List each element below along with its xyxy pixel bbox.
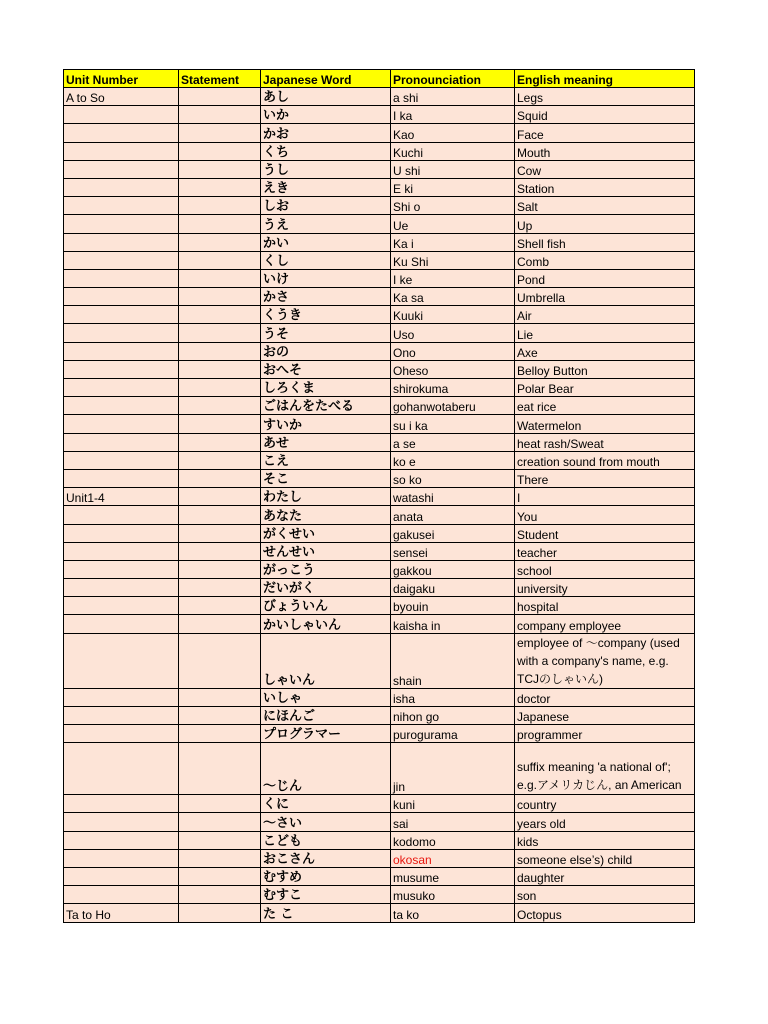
pronunciation-cell[interactable]: sai: [391, 813, 515, 831]
japanese-word-cell[interactable]: くうき: [261, 306, 391, 324]
unit-cell[interactable]: [64, 124, 179, 142]
pronunciation-cell[interactable]: Shi o: [391, 197, 515, 215]
statement-cell[interactable]: [179, 324, 261, 342]
english-meaning-cell[interactable]: son: [515, 886, 695, 904]
japanese-word-cell[interactable]: プログラマー: [261, 725, 391, 743]
english-meaning-cell[interactable]: programmer: [515, 725, 695, 743]
header-unit-number[interactable]: Unit Number: [64, 70, 179, 88]
english-meaning-cell[interactable]: Lie: [515, 324, 695, 342]
unit-cell[interactable]: [64, 288, 179, 306]
unit-cell[interactable]: [64, 849, 179, 867]
table-row: [64, 160, 695, 178]
pronunciation-cell[interactable]: Ono: [391, 342, 515, 360]
statement-cell[interactable]: [179, 288, 261, 306]
pronunciation-cell[interactable]: sensei: [391, 542, 515, 560]
table-row: [64, 579, 695, 597]
statement-cell[interactable]: [179, 433, 261, 451]
japanese-word-cell[interactable]: おこさん: [261, 849, 391, 867]
japanese-word-cell[interactable]: こども: [261, 831, 391, 849]
pronunciation-cell[interactable]: ta ko: [391, 904, 515, 922]
statement-cell[interactable]: [179, 233, 261, 251]
japanese-word-cell[interactable]: いか: [261, 106, 391, 124]
unit-cell[interactable]: [64, 831, 179, 849]
english-meaning-cell[interactable]: eat rice: [515, 397, 695, 415]
unit-cell[interactable]: [64, 633, 179, 688]
table-row: [64, 542, 695, 560]
pronunciation-cell[interactable]: Ka sa: [391, 288, 515, 306]
statement-cell[interactable]: [179, 725, 261, 743]
english-meaning-cell[interactable]: doctor: [515, 688, 695, 706]
japanese-word-cell[interactable]: いしゃ: [261, 688, 391, 706]
english-meaning-cell[interactable]: employee of ～company (used with a company's name, e.g. TCJのしゃいん): [515, 633, 695, 688]
unit-cell[interactable]: [64, 342, 179, 360]
statement-cell[interactable]: [179, 795, 261, 813]
statement-cell[interactable]: [179, 688, 261, 706]
pronunciation-cell[interactable]: Uso: [391, 324, 515, 342]
pronunciation-cell[interactable]: E ki: [391, 178, 515, 196]
unit-cell[interactable]: [64, 524, 179, 542]
header-japanese-word[interactable]: Japanese Word: [261, 70, 391, 88]
japanese-word-cell[interactable]: びょういん: [261, 597, 391, 615]
english-meaning-cell[interactable]: Watermelon: [515, 415, 695, 433]
pronunciation-cell[interactable]: Ku Shi: [391, 251, 515, 269]
pronunciation-cell[interactable]: Kuchi: [391, 142, 515, 160]
pronunciation-cell[interactable]: su i ka: [391, 415, 515, 433]
unit-cell[interactable]: [64, 215, 179, 233]
table-row: [64, 560, 695, 578]
japanese-word-cell[interactable]: にほんご: [261, 706, 391, 724]
statement-cell[interactable]: [179, 306, 261, 324]
japanese-word-cell[interactable]: あなた: [261, 506, 391, 524]
table-row: [64, 269, 695, 287]
header-english-meaning[interactable]: English meaning: [515, 70, 695, 88]
english-meaning-cell[interactable]: country: [515, 795, 695, 813]
pronunciation-cell[interactable]: I ka: [391, 106, 515, 124]
table-row: [64, 867, 695, 885]
japanese-word-cell[interactable]: うそ: [261, 324, 391, 342]
table-row: [64, 106, 695, 124]
pronunciation-cell[interactable]: Ue: [391, 215, 515, 233]
statement-cell[interactable]: [179, 160, 261, 178]
pronunciation-cell[interactable]: watashi: [391, 488, 515, 506]
unit-cell[interactable]: [64, 579, 179, 597]
unit-cell[interactable]: [64, 706, 179, 724]
pronunciation-cell[interactable]: Oheso: [391, 360, 515, 378]
pronunciation-cell[interactable]: shain: [391, 633, 515, 688]
table-row: [64, 288, 695, 306]
english-meaning-cell[interactable]: Up: [515, 215, 695, 233]
table-row: [64, 451, 695, 469]
pronunciation-cell[interactable]: kodomo: [391, 831, 515, 849]
pronunciation-cell[interactable]: anata: [391, 506, 515, 524]
statement-cell[interactable]: [179, 743, 261, 795]
english-meaning-cell[interactable]: teacher: [515, 542, 695, 560]
japanese-word-cell[interactable]: そこ: [261, 469, 391, 487]
japanese-word-cell[interactable]: くし: [261, 251, 391, 269]
pronunciation-cell[interactable]: purogurama: [391, 725, 515, 743]
unit-cell[interactable]: [64, 451, 179, 469]
pronunciation-cell[interactable]: isha: [391, 688, 515, 706]
pronunciation-cell[interactable]: byouin: [391, 597, 515, 615]
unit-cell[interactable]: [64, 688, 179, 706]
table-row: [64, 633, 695, 688]
statement-cell[interactable]: [179, 597, 261, 615]
statement-cell[interactable]: [179, 706, 261, 724]
table-row: [64, 379, 695, 397]
table-row: [64, 831, 695, 849]
table-row: [64, 433, 695, 451]
japanese-word-cell[interactable]: くに: [261, 795, 391, 813]
table-row: [64, 88, 695, 106]
unit-cell[interactable]: [64, 415, 179, 433]
statement-cell[interactable]: [179, 88, 261, 106]
table-row: [64, 706, 695, 724]
unit-cell[interactable]: [64, 795, 179, 813]
table-row: [64, 251, 695, 269]
pronunciation-cell[interactable]: ko e: [391, 451, 515, 469]
statement-cell[interactable]: [179, 251, 261, 269]
statement-cell[interactable]: [179, 342, 261, 360]
table-row: [64, 904, 695, 922]
statement-cell[interactable]: [179, 469, 261, 487]
table-row: [64, 524, 695, 542]
table-row: [64, 688, 695, 706]
unit-cell[interactable]: [64, 233, 179, 251]
table-row: [64, 342, 695, 360]
table-row: [64, 725, 695, 743]
english-meaning-cell[interactable]: I: [515, 488, 695, 506]
statement-cell[interactable]: [179, 524, 261, 542]
table-row: [64, 215, 695, 233]
english-meaning-cell[interactable]: suffix meaning 'a national of'; e.g.アメリカじん, an American: [515, 743, 695, 795]
unit-cell[interactable]: [64, 813, 179, 831]
pronunciation-cell[interactable]: shirokuma: [391, 379, 515, 397]
table-row: [64, 178, 695, 196]
pronunciation-cell[interactable]: a shi: [391, 88, 515, 106]
statement-cell[interactable]: [179, 488, 261, 506]
unit-cell[interactable]: A to So: [64, 88, 179, 106]
statement-cell[interactable]: [179, 215, 261, 233]
unit-cell[interactable]: [64, 597, 179, 615]
pronunciation-cell[interactable]: a se: [391, 433, 515, 451]
statement-cell[interactable]: [179, 415, 261, 433]
japanese-word-cell[interactable]: くち: [261, 142, 391, 160]
english-meaning-cell[interactable]: hospital: [515, 597, 695, 615]
japanese-word-cell[interactable]: えき: [261, 178, 391, 196]
table-row: [64, 849, 695, 867]
pronunciation-cell[interactable]: gakkou: [391, 560, 515, 578]
japanese-word-cell[interactable]: あせ: [261, 433, 391, 451]
japanese-word-cell[interactable]: ～じん: [261, 743, 391, 795]
english-meaning-cell[interactable]: Octopus: [515, 904, 695, 922]
english-meaning-cell[interactable]: Station: [515, 178, 695, 196]
english-meaning-cell[interactable]: heat rash/Sweat: [515, 433, 695, 451]
table-row: [64, 886, 695, 904]
statement-cell[interactable]: [179, 379, 261, 397]
statement-cell[interactable]: [179, 178, 261, 196]
unit-cell[interactable]: [64, 379, 179, 397]
unit-cell[interactable]: [64, 560, 179, 578]
english-meaning-cell[interactable]: company employee: [515, 615, 695, 633]
unit-cell[interactable]: [64, 615, 179, 633]
pronunciation-cell[interactable]: Kao: [391, 124, 515, 142]
english-meaning-cell[interactable]: Japanese: [515, 706, 695, 724]
statement-cell[interactable]: [179, 579, 261, 597]
pronunciation-cell[interactable]: nihon go: [391, 706, 515, 724]
table-row: [64, 743, 695, 795]
unit-cell[interactable]: [64, 867, 179, 885]
english-meaning-cell[interactable]: daughter: [515, 867, 695, 885]
pronunciation-cell[interactable]: so ko: [391, 469, 515, 487]
pronunciation-cell[interactable]: kaisha in: [391, 615, 515, 633]
pronunciation-cell[interactable]: I ke: [391, 269, 515, 287]
japanese-word-cell[interactable]: すいか: [261, 415, 391, 433]
english-meaning-cell[interactable]: There: [515, 469, 695, 487]
statement-cell[interactable]: [179, 542, 261, 560]
statement-cell[interactable]: [179, 142, 261, 160]
statement-cell[interactable]: [179, 867, 261, 885]
statement-cell[interactable]: [179, 831, 261, 849]
japanese-word-cell[interactable]: かお: [261, 124, 391, 142]
english-meaning-cell[interactable]: school: [515, 560, 695, 578]
english-meaning-cell[interactable]: Salt: [515, 197, 695, 215]
table-row: [64, 615, 695, 633]
unit-cell[interactable]: [64, 269, 179, 287]
statement-cell[interactable]: [179, 813, 261, 831]
unit-cell[interactable]: [64, 743, 179, 795]
table-row: [64, 306, 695, 324]
statement-cell[interactable]: [179, 633, 261, 688]
statement-cell[interactable]: [179, 397, 261, 415]
english-meaning-cell[interactable]: someone else’s) child: [515, 849, 695, 867]
pronunciation-cell[interactable]: jin: [391, 743, 515, 795]
statement-cell[interactable]: [179, 560, 261, 578]
english-meaning-cell[interactable]: Face: [515, 124, 695, 142]
unit-cell[interactable]: [64, 160, 179, 178]
unit-cell[interactable]: [64, 360, 179, 378]
japanese-word-cell[interactable]: おの: [261, 342, 391, 360]
english-meaning-cell[interactable]: Polar Bear: [515, 379, 695, 397]
japanese-word-cell[interactable]: ～さい: [261, 813, 391, 831]
unit-cell[interactable]: [64, 251, 179, 269]
statement-cell[interactable]: [179, 615, 261, 633]
unit-cell[interactable]: [64, 178, 179, 196]
statement-cell[interactable]: [179, 451, 261, 469]
english-meaning-cell[interactable]: Comb: [515, 251, 695, 269]
japanese-word-cell[interactable]: あし: [261, 88, 391, 106]
english-meaning-cell[interactable]: You: [515, 506, 695, 524]
japanese-word-cell[interactable]: うし: [261, 160, 391, 178]
table-row: [64, 795, 695, 813]
pronunciation-cell[interactable]: kuni: [391, 795, 515, 813]
vocabulary-table: [63, 69, 695, 923]
unit-cell[interactable]: [64, 306, 179, 324]
unit-cell[interactable]: [64, 725, 179, 743]
english-meaning-cell[interactable]: Squid: [515, 106, 695, 124]
pronunciation-cell[interactable]: okosan: [391, 849, 515, 867]
pronunciation-cell[interactable]: gohanwotaberu: [391, 397, 515, 415]
english-meaning-cell[interactable]: Student: [515, 524, 695, 542]
japanese-word-cell[interactable]: むすこ: [261, 886, 391, 904]
japanese-word-cell[interactable]: せんせい: [261, 542, 391, 560]
english-meaning-cell[interactable]: Pond: [515, 269, 695, 287]
unit-cell[interactable]: Unit1-4: [64, 488, 179, 506]
english-meaning-cell[interactable]: Umbrella: [515, 288, 695, 306]
statement-cell[interactable]: [179, 886, 261, 904]
english-meaning-cell[interactable]: creation sound from mouth: [515, 451, 695, 469]
pronunciation-cell[interactable]: U shi: [391, 160, 515, 178]
pronunciation-cell[interactable]: musume: [391, 867, 515, 885]
unit-cell[interactable]: [64, 324, 179, 342]
japanese-word-cell[interactable]: いけ: [261, 269, 391, 287]
statement-cell[interactable]: [179, 269, 261, 287]
table-row: [64, 233, 695, 251]
japanese-word-cell[interactable]: かい: [261, 233, 391, 251]
pronunciation-cell[interactable]: daigaku: [391, 579, 515, 597]
table-row: [64, 142, 695, 160]
japanese-word-cell[interactable]: しろくま: [261, 379, 391, 397]
table-row: [64, 324, 695, 342]
english-meaning-cell[interactable]: Cow: [515, 160, 695, 178]
japanese-word-cell[interactable]: がっこう: [261, 560, 391, 578]
table-row: [64, 506, 695, 524]
statement-cell[interactable]: [179, 197, 261, 215]
table-row: [64, 124, 695, 142]
unit-cell[interactable]: [64, 433, 179, 451]
english-meaning-cell[interactable]: Mouth: [515, 142, 695, 160]
english-meaning-cell[interactable]: Legs: [515, 88, 695, 106]
header-pronounciation[interactable]: Pronounciation: [391, 70, 515, 88]
table-row: [64, 488, 695, 506]
unit-cell[interactable]: [64, 397, 179, 415]
statement-cell[interactable]: [179, 904, 261, 922]
japanese-word-cell[interactable]: かさ: [261, 288, 391, 306]
table-row: [64, 597, 695, 615]
unit-cell[interactable]: [64, 106, 179, 124]
japanese-word-cell[interactable]: うえ: [261, 215, 391, 233]
english-meaning-cell[interactable]: years old: [515, 813, 695, 831]
table-body: [64, 88, 695, 923]
pronunciation-cell[interactable]: Ka i: [391, 233, 515, 251]
japanese-word-cell[interactable]: がくせい: [261, 524, 391, 542]
english-meaning-cell[interactable]: Belloy Button: [515, 360, 695, 378]
unit-cell[interactable]: [64, 197, 179, 215]
statement-cell[interactable]: [179, 849, 261, 867]
japanese-word-cell[interactable]: わたし: [261, 488, 391, 506]
statement-cell[interactable]: [179, 360, 261, 378]
english-meaning-cell[interactable]: Shell fish: [515, 233, 695, 251]
statement-cell[interactable]: [179, 506, 261, 524]
table-row: [64, 813, 695, 831]
unit-cell[interactable]: Ta to Ho: [64, 904, 179, 922]
header-statement[interactable]: Statement: [179, 70, 261, 88]
unit-cell[interactable]: [64, 142, 179, 160]
table-row: [64, 415, 695, 433]
unit-cell[interactable]: [64, 886, 179, 904]
table-row: [64, 397, 695, 415]
japanese-word-cell[interactable]: むすめ: [261, 867, 391, 885]
japanese-word-cell[interactable]: だいがく: [261, 579, 391, 597]
japanese-word-cell[interactable]: おへそ: [261, 360, 391, 378]
table-row: [64, 360, 695, 378]
unit-cell[interactable]: [64, 469, 179, 487]
english-meaning-cell[interactable]: kids: [515, 831, 695, 849]
pronunciation-cell[interactable]: gakusei: [391, 524, 515, 542]
japanese-word-cell[interactable]: こえ: [261, 451, 391, 469]
unit-cell[interactable]: [64, 506, 179, 524]
english-meaning-cell[interactable]: Air: [515, 306, 695, 324]
japanese-word-cell[interactable]: ごはんをたべる: [261, 397, 391, 415]
statement-cell[interactable]: [179, 124, 261, 142]
japanese-word-cell[interactable]: しお: [261, 197, 391, 215]
unit-cell[interactable]: [64, 542, 179, 560]
pronunciation-cell[interactable]: Kuuki: [391, 306, 515, 324]
table-row: [64, 197, 695, 215]
english-meaning-cell[interactable]: Axe: [515, 342, 695, 360]
japanese-word-cell[interactable]: かいしゃいん: [261, 615, 391, 633]
statement-cell[interactable]: [179, 106, 261, 124]
table-row: [64, 469, 695, 487]
pronunciation-cell[interactable]: musuko: [391, 886, 515, 904]
japanese-word-cell[interactable]: しゃいん: [261, 633, 391, 688]
japanese-word-cell[interactable]: た こ: [261, 904, 391, 922]
header-row: [64, 70, 695, 88]
english-meaning-cell[interactable]: university: [515, 579, 695, 597]
